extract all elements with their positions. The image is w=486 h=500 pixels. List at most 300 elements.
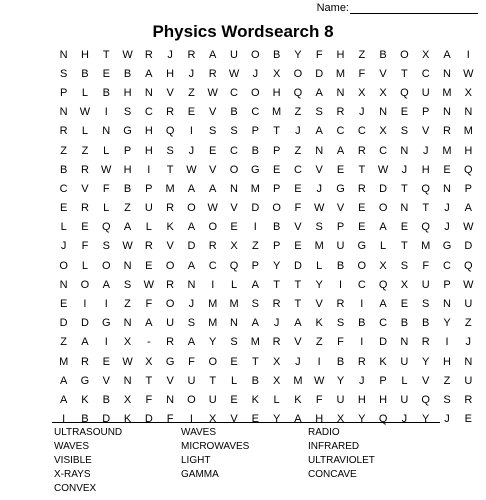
grid-cell[interactable]: F <box>358 67 366 80</box>
grid-cell[interactable]: G <box>165 355 175 368</box>
grid-cell[interactable]: P <box>272 240 281 253</box>
grid-cell[interactable]: N <box>464 355 473 368</box>
grid-cell[interactable]: Y <box>422 413 430 426</box>
grid-cell[interactable]: N <box>379 106 388 119</box>
grid-cell[interactable]: Q <box>293 86 303 99</box>
grid-cell[interactable]: J <box>60 240 67 253</box>
grid-cell[interactable]: A <box>102 278 110 291</box>
grid-cell[interactable]: V <box>230 202 238 215</box>
grid-cell[interactable]: V <box>422 125 430 138</box>
grid-cell[interactable]: M <box>208 298 218 311</box>
grid-cell[interactable]: P <box>123 144 132 157</box>
grid-cell[interactable]: C <box>144 106 153 119</box>
grid-cell[interactable]: W <box>122 48 133 61</box>
grid-cell[interactable]: S <box>102 240 110 253</box>
grid-cell[interactable]: R <box>187 48 196 61</box>
grid-cell[interactable]: S <box>230 336 238 349</box>
grid-cell[interactable]: V <box>294 221 302 234</box>
grid-cell[interactable]: V <box>166 240 174 253</box>
grid-cell[interactable]: V <box>336 202 345 215</box>
grid-cell[interactable]: R <box>336 106 345 119</box>
grid-cell[interactable]: P <box>336 221 345 234</box>
grid-cell[interactable]: Z <box>60 144 68 157</box>
grid-cell[interactable]: Y <box>272 259 281 272</box>
grid-cell[interactable]: H <box>123 163 132 176</box>
grid-cell[interactable]: O <box>400 48 409 61</box>
grid-cell[interactable]: K <box>81 393 89 406</box>
grid-cell[interactable]: O <box>101 259 111 272</box>
grid-cell[interactable]: L <box>230 374 238 387</box>
grid-cell[interactable]: J <box>444 202 450 215</box>
grid-cell[interactable]: I <box>104 336 108 349</box>
grid-cell[interactable]: J <box>359 106 365 119</box>
grid-cell[interactable]: Q <box>421 182 430 195</box>
grid-cell[interactable]: N <box>443 182 451 195</box>
grid-cell[interactable]: W <box>377 163 389 176</box>
grid-cell[interactable]: W <box>122 240 133 253</box>
grid-cell[interactable]: H <box>336 48 345 61</box>
grid-cell[interactable]: I <box>62 413 66 426</box>
grid-cell[interactable]: V <box>230 413 238 426</box>
grid-cell[interactable]: F <box>422 259 430 272</box>
grid-cell[interactable]: O <box>59 259 68 272</box>
grid-cell[interactable]: K <box>123 413 132 426</box>
grid-cell[interactable]: S <box>230 125 238 138</box>
grid-cell[interactable]: E <box>400 106 409 119</box>
grid-cell[interactable]: S <box>336 317 345 330</box>
grid-cell[interactable]: J <box>295 355 301 368</box>
grid-cell[interactable]: N <box>230 317 238 330</box>
grid-cell[interactable]: H <box>272 86 281 99</box>
grid-cell[interactable]: N <box>443 67 451 80</box>
grid-cell[interactable]: H <box>144 125 153 138</box>
grid-cell[interactable]: N <box>123 317 132 330</box>
grid-cell[interactable]: S <box>166 144 174 157</box>
grid-cell[interactable]: H <box>80 48 89 61</box>
grid-cell[interactable]: W <box>143 278 155 291</box>
grid-cell[interactable]: M <box>335 67 346 80</box>
grid-cell[interactable]: E <box>230 355 238 368</box>
grid-cell[interactable]: O <box>357 259 367 272</box>
grid-cell[interactable]: J <box>444 221 450 234</box>
grid-cell[interactable]: I <box>445 336 449 349</box>
grid-cell[interactable]: N <box>464 106 473 119</box>
grid-cell[interactable]: U <box>166 317 175 330</box>
grid-cell[interactable]: R <box>80 163 89 176</box>
grid-cell[interactable]: I <box>147 163 151 176</box>
grid-cell[interactable]: N <box>443 106 451 119</box>
grid-cell[interactable]: O <box>208 221 217 234</box>
grid-cell[interactable]: O <box>229 163 239 176</box>
grid-cell[interactable]: E <box>230 393 238 406</box>
grid-cell[interactable]: O <box>187 202 196 215</box>
grid-cell[interactable]: U <box>400 393 409 406</box>
grid-cell[interactable]: H <box>144 144 153 157</box>
grid-cell[interactable]: E <box>400 298 409 311</box>
grid-cell[interactable]: P <box>251 259 259 272</box>
grid-cell[interactable]: M <box>293 374 303 387</box>
grid-cell[interactable]: P <box>464 182 472 195</box>
grid-cell[interactable]: I <box>466 48 470 61</box>
grid-cell[interactable]: S <box>209 125 217 138</box>
grid-cell[interactable]: C <box>59 182 68 195</box>
grid-cell[interactable]: J <box>444 413 450 426</box>
grid-cell[interactable]: X <box>272 374 281 387</box>
grid-cell[interactable]: S <box>400 125 409 138</box>
grid-cell[interactable]: A <box>59 393 68 406</box>
grid-cell[interactable]: B <box>358 317 366 330</box>
grid-cell[interactable]: N <box>59 106 68 119</box>
grid-cell[interactable]: Y <box>209 336 217 349</box>
grid-cell[interactable]: R <box>272 336 281 349</box>
grid-cell[interactable]: N <box>315 144 324 157</box>
grid-cell[interactable]: H <box>166 67 175 80</box>
grid-cell[interactable]: S <box>315 106 323 119</box>
grid-cell[interactable]: D <box>464 240 473 253</box>
grid-cell[interactable]: P <box>443 278 451 291</box>
grid-cell[interactable]: I <box>317 355 321 368</box>
grid-cell[interactable]: B <box>59 163 68 176</box>
grid-cell[interactable]: O <box>187 393 196 406</box>
grid-cell[interactable]: Z <box>315 336 323 349</box>
grid-cell[interactable]: J <box>359 374 365 387</box>
grid-cell[interactable]: Y <box>336 374 345 387</box>
grid-cell[interactable]: G <box>442 240 452 253</box>
grid-cell[interactable]: K <box>251 393 259 406</box>
grid-cell[interactable]: G <box>101 317 111 330</box>
grid-cell[interactable]: J <box>401 413 408 426</box>
grid-cell[interactable]: D <box>293 259 302 272</box>
grid-cell[interactable]: R <box>421 336 430 349</box>
grid-cell[interactable]: Z <box>443 374 451 387</box>
grid-cell[interactable]: V <box>209 163 217 176</box>
grid-cell[interactable]: G <box>123 125 132 138</box>
grid-cell[interactable]: R <box>80 202 89 215</box>
grid-cell[interactable]: Z <box>60 336 68 349</box>
grid-cell[interactable]: T <box>251 355 259 368</box>
grid-cell[interactable]: C <box>230 144 238 157</box>
grid-cell[interactable]: V <box>102 374 110 387</box>
grid-cell[interactable]: L <box>145 221 152 234</box>
grid-cell[interactable]: Z <box>188 86 195 99</box>
grid-cell[interactable]: E <box>230 221 238 234</box>
grid-cell[interactable]: O <box>208 355 217 368</box>
grid-cell[interactable]: S <box>400 259 409 272</box>
grid-cell[interactable]: R <box>336 298 345 311</box>
grid-cell[interactable]: Y <box>358 413 366 426</box>
grid-cell[interactable]: B <box>379 48 387 61</box>
grid-cell[interactable]: J <box>167 48 173 61</box>
grid-cell[interactable]: I <box>338 278 343 291</box>
grid-cell[interactable]: A <box>251 317 259 330</box>
grid-cell[interactable]: D <box>102 413 111 426</box>
grid-cell[interactable]: L <box>380 240 387 253</box>
grid-cell[interactable]: W <box>463 221 474 234</box>
grid-cell[interactable]: Q <box>421 221 430 234</box>
grid-cell[interactable]: I <box>189 125 193 138</box>
grid-cell[interactable]: X <box>422 48 430 61</box>
grid-cell[interactable]: R <box>166 106 175 119</box>
grid-cell[interactable]: F <box>337 336 344 349</box>
grid-cell[interactable]: Y <box>272 413 281 426</box>
grid-cell[interactable]: - <box>147 336 151 349</box>
grid-cell[interactable]: N <box>400 336 409 349</box>
grid-cell[interactable]: U <box>464 374 473 387</box>
grid-cell[interactable]: S <box>315 221 323 234</box>
grid-cell[interactable]: K <box>315 317 323 330</box>
grid-cell[interactable]: U <box>336 240 345 253</box>
grid-cell[interactable]: B <box>336 355 345 368</box>
grid-cell[interactable]: B <box>336 259 345 272</box>
grid-cell[interactable]: P <box>272 144 281 157</box>
grid-cell[interactable]: E <box>443 163 451 176</box>
grid-cell[interactable]: H <box>421 163 430 176</box>
grid-cell[interactable]: B <box>230 106 238 119</box>
grid-cell[interactable]: F <box>188 355 195 368</box>
grid-cell[interactable]: A <box>123 221 132 234</box>
grid-cell[interactable]: L <box>103 202 110 215</box>
grid-cell[interactable]: A <box>187 259 196 272</box>
grid-cell[interactable]: O <box>378 202 388 215</box>
grid-cell[interactable]: N <box>166 393 175 406</box>
grid-cell[interactable]: V <box>166 86 174 99</box>
grid-cell[interactable]: M <box>442 86 452 99</box>
grid-cell[interactable]: B <box>400 317 409 330</box>
grid-cell[interactable]: V <box>81 182 89 195</box>
grid-cell[interactable]: C <box>208 259 217 272</box>
grid-cell[interactable]: Q <box>421 393 430 406</box>
grid-cell[interactable]: A <box>209 48 217 61</box>
grid-cell[interactable]: I <box>360 298 364 311</box>
grid-cell[interactable]: A <box>251 278 259 291</box>
grid-cell[interactable]: S <box>251 298 259 311</box>
grid-cell[interactable]: A <box>379 221 387 234</box>
grid-cell[interactable]: Q <box>378 413 388 426</box>
grid-cell[interactable]: Y <box>443 317 451 330</box>
grid-cell[interactable]: Z <box>294 106 302 119</box>
grid-cell[interactable]: X <box>230 240 238 253</box>
grid-cell[interactable]: L <box>316 259 323 272</box>
grid-cell[interactable]: X <box>272 355 281 368</box>
grid-cell[interactable]: I <box>253 221 257 234</box>
grid-cell[interactable]: T <box>358 163 366 176</box>
grid-cell[interactable]: Q <box>378 278 388 291</box>
grid-cell[interactable]: V <box>422 374 430 387</box>
grid-cell[interactable]: R <box>464 393 473 406</box>
grid-cell[interactable]: R <box>166 278 175 291</box>
grid-cell[interactable]: G <box>357 240 367 253</box>
grid-cell[interactable]: F <box>294 202 302 215</box>
grid-cell[interactable]: L <box>103 144 110 157</box>
grid-cell[interactable]: B <box>272 48 281 61</box>
grid-cell[interactable]: J <box>188 144 195 157</box>
grid-cell[interactable]: X <box>379 125 387 138</box>
grid-cell[interactable]: C <box>379 317 388 330</box>
grid-cell[interactable]: X <box>145 355 153 368</box>
grid-cell[interactable]: Z <box>81 144 89 157</box>
grid-cell[interactable]: O <box>251 86 260 99</box>
grid-cell[interactable]: Y <box>315 278 323 291</box>
name-underline[interactable] <box>350 1 478 14</box>
grid-cell[interactable]: E <box>294 240 302 253</box>
grid-cell[interactable]: S <box>422 298 430 311</box>
grid-cell[interactable]: V <box>294 336 302 349</box>
grid-cell[interactable]: U <box>208 393 217 406</box>
grid-cell[interactable]: E <box>272 163 281 176</box>
grid-cell[interactable]: C <box>357 125 366 138</box>
grid-cell[interactable]: U <box>144 202 153 215</box>
grid-cell[interactable]: R <box>144 48 153 61</box>
grid-cell[interactable]: L <box>230 278 238 291</box>
grid-cell[interactable]: K <box>166 221 174 234</box>
grid-cell[interactable]: D <box>187 240 196 253</box>
grid-cell[interactable]: R <box>144 240 153 253</box>
grid-cell[interactable]: U <box>464 298 473 311</box>
grid-cell[interactable]: C <box>379 144 388 157</box>
grid-cell[interactable]: T <box>273 278 280 291</box>
grid-cell[interactable]: J <box>295 125 301 138</box>
grid-cell[interactable]: Q <box>101 221 111 234</box>
grid-cell[interactable]: E <box>294 182 302 195</box>
grid-cell[interactable]: N <box>59 48 68 61</box>
grid-cell[interactable]: A <box>379 298 387 311</box>
grid-cell[interactable]: M <box>208 317 218 330</box>
grid-cell[interactable]: M <box>250 336 260 349</box>
grid-cell[interactable]: B <box>272 221 281 234</box>
grid-cell[interactable]: N <box>123 374 132 387</box>
grid-cell[interactable]: O <box>165 298 175 311</box>
grid-cell[interactable]: A <box>336 144 345 157</box>
grid-cell[interactable]: O <box>293 67 303 80</box>
grid-cell[interactable]: U <box>421 86 430 99</box>
grid-cell[interactable]: A <box>464 202 472 215</box>
grid-cell[interactable]: T <box>166 163 174 176</box>
grid-cell[interactable]: E <box>81 221 89 234</box>
grid-cell[interactable]: R <box>208 240 217 253</box>
grid-cell[interactable]: H <box>315 413 324 426</box>
grid-cell[interactable]: M <box>442 144 452 157</box>
grid-cell[interactable]: E <box>464 413 472 426</box>
grid-cell[interactable]: L <box>81 86 88 99</box>
grid-cell[interactable]: V <box>209 106 217 119</box>
grid-cell[interactable]: I <box>211 278 215 291</box>
grid-cell[interactable]: R <box>272 298 281 311</box>
grid-cell[interactable]: F <box>166 413 174 426</box>
grid-cell[interactable]: M <box>250 182 260 195</box>
grid-cell[interactable]: J <box>422 144 429 157</box>
grid-cell[interactable]: B <box>251 374 259 387</box>
grid-cell[interactable]: A <box>294 413 302 426</box>
grid-cell[interactable]: Y <box>294 48 302 61</box>
grid-cell[interactable]: U <box>187 374 196 387</box>
grid-cell[interactable]: R <box>357 182 366 195</box>
grid-cell[interactable]: T <box>401 182 408 195</box>
grid-cell[interactable]: C <box>251 106 260 119</box>
grid-cell[interactable]: Z <box>464 317 472 330</box>
grid-cell[interactable]: L <box>60 221 67 234</box>
grid-cell[interactable]: F <box>81 240 89 253</box>
grid-cell[interactable]: P <box>59 86 68 99</box>
grid-cell[interactable]: I <box>360 336 364 349</box>
grid-cell[interactable]: T <box>273 125 280 138</box>
grid-cell[interactable]: N <box>230 182 238 195</box>
grid-cell[interactable]: S <box>59 67 68 80</box>
grid-cell[interactable]: C <box>357 278 366 291</box>
grid-cell[interactable]: X <box>379 259 387 272</box>
grid-cell[interactable]: B <box>102 86 110 99</box>
grid-cell[interactable]: R <box>166 202 175 215</box>
grid-cell[interactable]: D <box>379 336 388 349</box>
grid-cell[interactable]: C <box>293 163 302 176</box>
grid-cell[interactable]: O <box>272 202 281 215</box>
grid-cell[interactable]: F <box>102 182 110 195</box>
grid-cell[interactable]: K <box>294 393 302 406</box>
grid-cell[interactable]: J <box>252 67 259 80</box>
grid-cell[interactable]: M <box>165 182 175 195</box>
grid-cell[interactable]: S <box>123 278 132 291</box>
grid-cell[interactable]: X <box>272 67 281 80</box>
grid-cell[interactable]: R <box>357 144 366 157</box>
grid-cell[interactable]: F <box>315 393 323 406</box>
grid-cell[interactable]: Q <box>464 163 473 176</box>
grid-cell[interactable]: D <box>59 317 68 330</box>
grid-cell[interactable]: I <box>189 413 193 426</box>
grid-cell[interactable]: R <box>357 355 366 368</box>
grid-cell[interactable]: Z <box>294 144 302 157</box>
grid-cell[interactable]: N <box>144 86 153 99</box>
grid-cell[interactable]: O <box>80 278 90 291</box>
grid-cell[interactable]: G <box>251 163 260 176</box>
grid-cell[interactable]: W <box>79 106 91 119</box>
grid-cell[interactable]: P <box>251 125 259 138</box>
grid-cell[interactable]: B <box>123 182 132 195</box>
grid-cell[interactable]: B <box>422 317 430 330</box>
grid-cell[interactable]: I <box>104 298 108 311</box>
grid-cell[interactable]: K <box>379 355 387 368</box>
grid-cell[interactable]: U <box>400 355 409 368</box>
grid-cell[interactable]: E <box>102 355 110 368</box>
grid-cell[interactable]: W <box>463 67 474 80</box>
grid-cell[interactable]: X <box>464 86 472 99</box>
grid-cell[interactable]: R <box>443 125 451 138</box>
grid-cell[interactable]: T <box>209 374 217 387</box>
grid-cell[interactable]: H <box>379 393 388 406</box>
grid-cell[interactable]: E <box>336 163 345 176</box>
grid-cell[interactable]: H <box>443 355 451 368</box>
grid-cell[interactable]: J <box>188 67 195 80</box>
grid-cell[interactable]: S <box>123 106 132 119</box>
grid-cell[interactable]: X <box>358 86 366 99</box>
grid-cell[interactable]: J <box>465 336 472 349</box>
grid-cell[interactable]: V <box>166 374 174 387</box>
grid-cell[interactable]: P <box>379 374 387 387</box>
grid-cell[interactable]: W <box>463 278 474 291</box>
grid-cell[interactable]: G <box>336 182 345 195</box>
grid-cell[interactable]: B <box>251 144 259 157</box>
grid-cell[interactable]: T <box>294 278 302 291</box>
grid-cell[interactable]: O <box>165 259 175 272</box>
grid-cell[interactable]: Z <box>251 240 259 253</box>
grid-cell[interactable]: A <box>443 48 451 61</box>
grid-cell[interactable]: T <box>422 202 430 215</box>
grid-cell[interactable]: M <box>421 240 431 253</box>
grid-cell[interactable]: D <box>251 202 260 215</box>
grid-cell[interactable]: P <box>422 106 430 119</box>
grid-cell[interactable]: C <box>443 259 451 272</box>
grid-cell[interactable]: N <box>336 86 345 99</box>
grid-cell[interactable]: A <box>187 336 196 349</box>
grid-cell[interactable]: E <box>251 413 259 426</box>
